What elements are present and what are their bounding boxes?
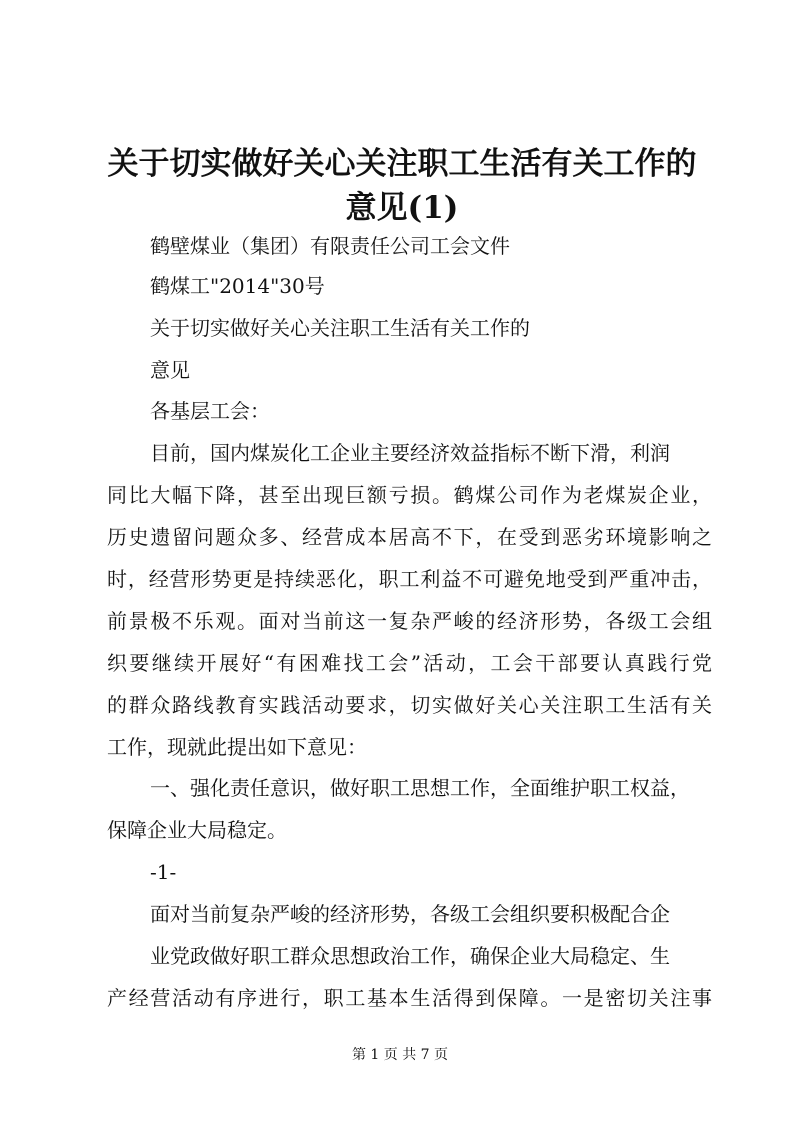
- document-title: 关于切实做好关心关注职工生活有关工作的意见(1): [107, 146, 697, 226]
- paragraph-line: 织要继续开展好“有困难找工会”活动，工会干部要认真践行党: [107, 651, 712, 675]
- paragraph-line: 面对当前复杂严峻的经济形势，各级工会组织要积极配合企: [150, 902, 670, 926]
- page-marker: -1-: [150, 860, 177, 884]
- paragraph-line: 历史遗留问题众多、经营成本居高不下，在受到恶劣环境影响之: [107, 525, 712, 549]
- paragraph-line: 同比大幅下降，甚至出现巨额亏损。鹤煤公司作为老煤炭企业，: [107, 483, 712, 507]
- page-footer: 第 1 页 共 7 页: [351, 1047, 449, 1063]
- paragraph-line: 业党政做好职工群众思想政治工作，确保企业大局稳定、生: [150, 944, 670, 968]
- paragraph-line: 产经营活动有序进行，职工基本生活得到保障。一是密切关注事: [107, 986, 712, 1010]
- section-heading: 保障企业大局稳定。: [107, 818, 287, 842]
- salutation: 各基层工会：: [150, 399, 270, 423]
- subject-line: 关于切实做好关心关注职工生活有关工作的: [150, 316, 530, 340]
- paragraph-line: 的群众路线教育实践活动要求，切实做好关心关注职工生活有关: [107, 693, 712, 717]
- paragraph-line: 前景极不乐观。面对当前这一复杂严峻的经济形势，各级工会组: [107, 609, 712, 633]
- paragraph-line: 时，经营形势更是持续恶化，职工利益不可避免地受到严重冲击，: [107, 567, 712, 591]
- subject-line: 意见: [150, 358, 190, 382]
- document-number: 鹤煤工"2014"30号: [150, 274, 325, 298]
- issuer-line: 鹤壁煤业（集团）有限责任公司工会文件: [150, 234, 510, 258]
- paragraph-line: 工作，现就此提出如下意见：: [107, 735, 367, 759]
- section-heading: 一、强化责任意识，做好职工思想工作，全面维护职工权益，: [150, 776, 690, 800]
- paragraph-line: 目前，国内煤炭化工企业主要经济效益指标不断下滑，利润: [150, 441, 670, 465]
